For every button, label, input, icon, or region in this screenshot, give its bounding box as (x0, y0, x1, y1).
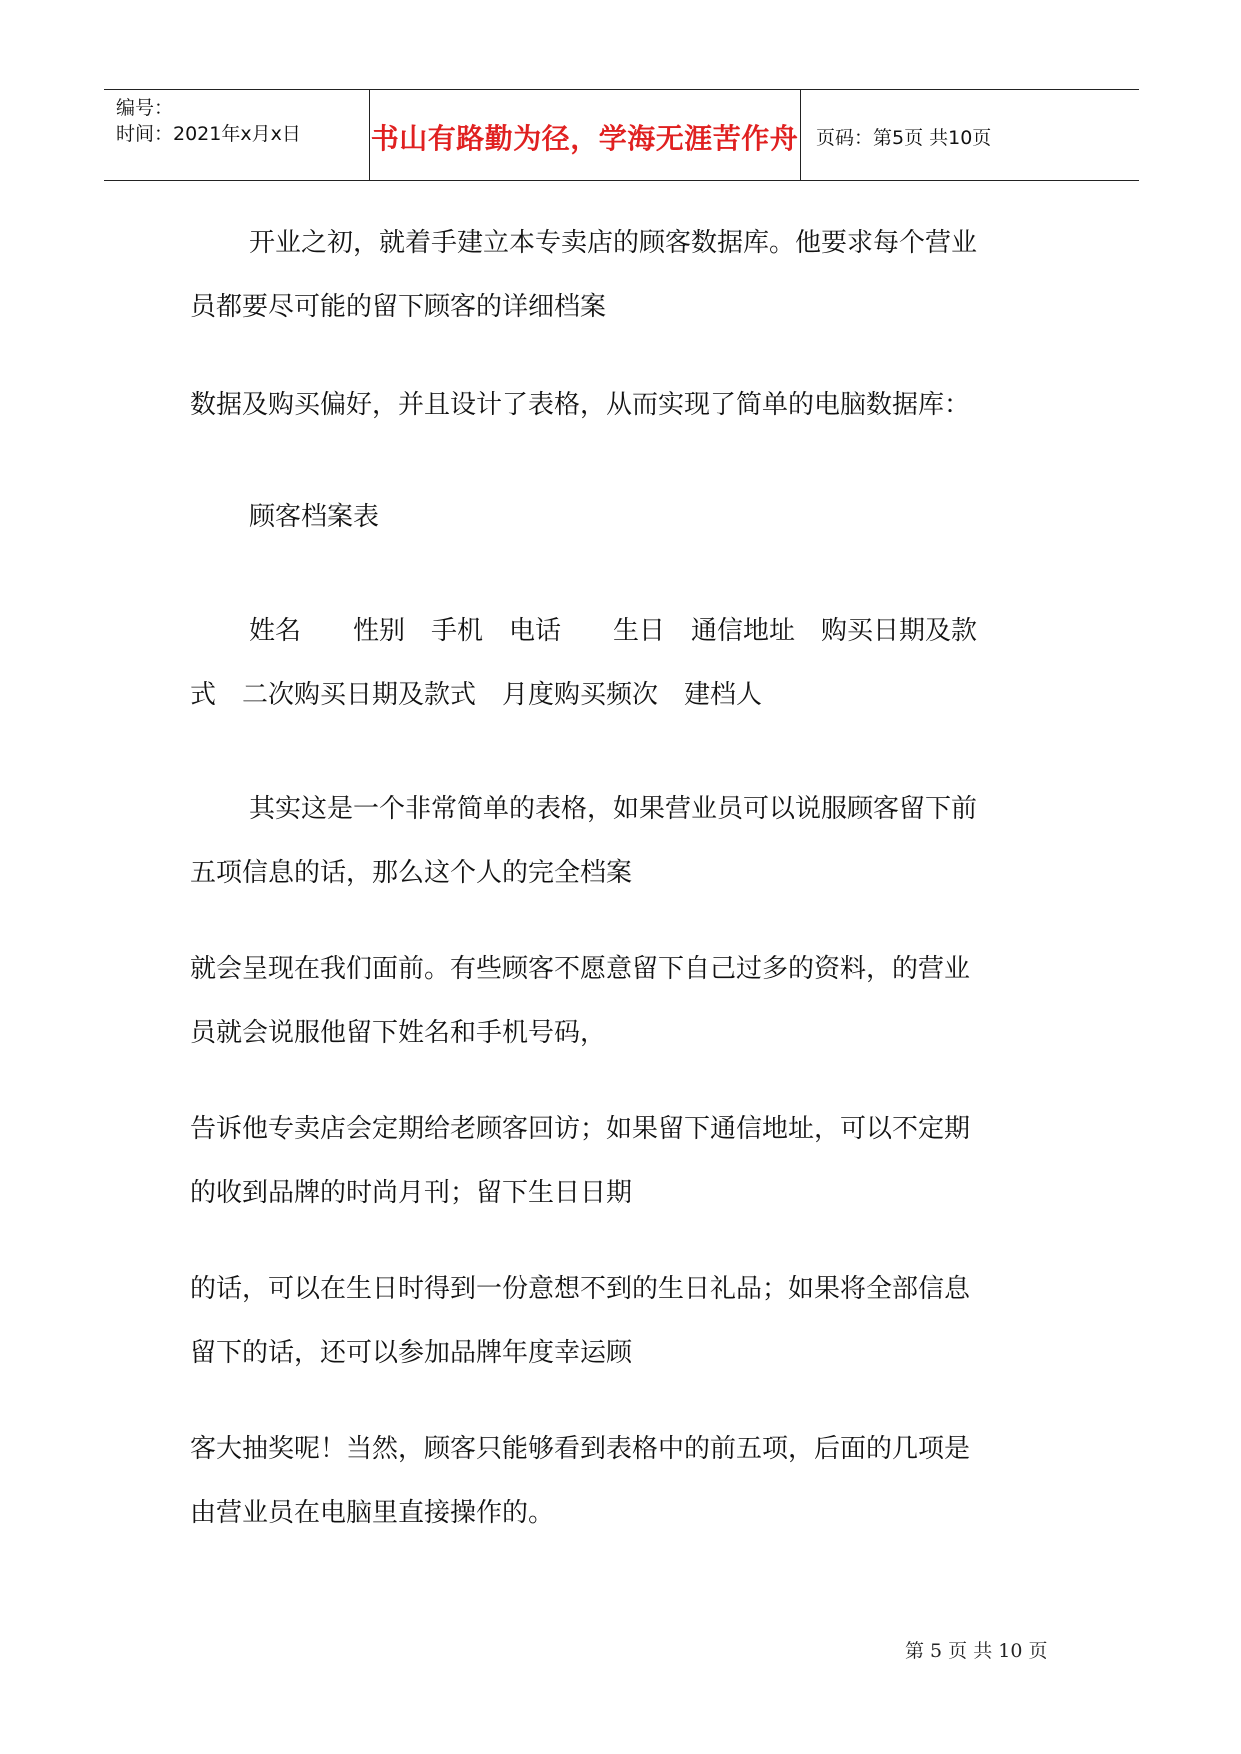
header-motto-cell (369, 90, 801, 180)
paragraph-line: 其实这是一个非常简单的表格，如果营业员可以说服顾客留下前 (249, 794, 978, 824)
table-columns-line: 姓名 性别 手机 电话 生日 通信地址 购买日期及款 (249, 616, 978, 646)
serial-number-label: 编号： (116, 97, 174, 119)
motto: 书山有路勤为径，学海无涯苦作舟 (370, 122, 799, 155)
paragraph-line: 告诉他专卖店会定期给老顾客回访；如果留下通信地址，可以不定期 (190, 1114, 971, 1144)
paragraph-line: 员就会说服他留下姓名和手机号码， (190, 1018, 607, 1048)
header-page-cell (800, 90, 1139, 180)
paragraph-line: 开业之初，就着手建立本专卖店的顾客数据库。他要求每个营业 (249, 228, 978, 258)
table-title: 顾客档案表 (249, 502, 380, 532)
page-number-label: 页码：第5页 共10页 (816, 127, 992, 149)
paragraph-line: 就会呈现在我们面前。有些顾客不愿意留下自己过多的资料，的营业 (190, 954, 971, 984)
header-info-cell (104, 90, 370, 180)
table-columns-line: 式 二次购买日期及款式 月度购买频次 建档人 (190, 680, 763, 710)
page-header (104, 89, 1139, 181)
paragraph-line: 数据及购买偏好，并且设计了表格，从而实现了简单的电脑数据库： (190, 390, 971, 420)
paragraph-line: 客大抽奖呢！当然，顾客只能够看到表格中的前五项，后面的几项是 (190, 1434, 971, 1464)
paragraph-line: 员都要尽可能的留下顾客的详细档案 (190, 292, 607, 322)
page-footer: 第 5 页 共 10 页 (905, 1640, 1048, 1662)
paragraph-line: 留下的话，还可以参加品牌年度幸运顾 (190, 1338, 633, 1368)
paragraph-line: 的收到品牌的时尚月刊；留下生日日期 (190, 1178, 633, 1208)
time-label: 时间：2021年x月x日 (116, 123, 301, 145)
paragraph-line: 的话，可以在生日时得到一份意想不到的生日礼品；如果将全部信息 (190, 1274, 971, 1304)
paragraph-line: 五项信息的话，那么这个人的完全档案 (190, 858, 633, 888)
paragraph-line: 由营业员在电脑里直接操作的。 (190, 1498, 555, 1528)
